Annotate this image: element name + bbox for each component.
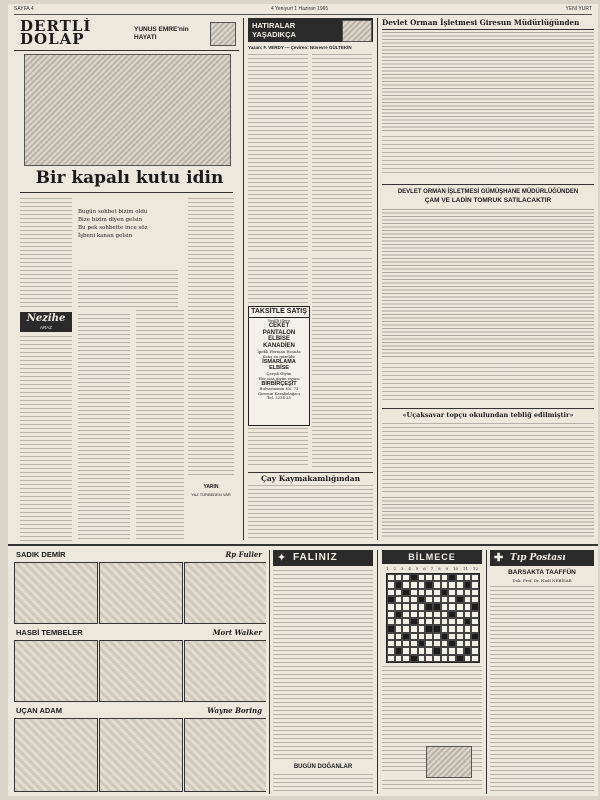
column-divider-4: [377, 550, 378, 794]
crossword-cell: [425, 640, 433, 647]
crossword-cell: [410, 589, 418, 596]
col-number: 3: [400, 566, 404, 571]
crossword-cell: [464, 596, 472, 603]
crossword-black-cell: [425, 581, 433, 588]
crossword-cell: [464, 589, 472, 596]
crossword-cell: [441, 618, 449, 625]
nezihe-box: [20, 312, 72, 332]
taksitle-line-6: İpekli Herman Hosnâz: [257, 349, 301, 354]
col-number: 5: [415, 566, 419, 571]
crossword-cell: [471, 625, 479, 632]
crossword-cell: [410, 647, 418, 654]
crossword-cell: [387, 655, 395, 662]
poem-line-2: Bize bizim diyen gelsin: [78, 217, 143, 223]
gumushane-title: DEVLET ORMAN İŞLETMESİ GÜMÜŞHANE MÜDÜRLÜĞÜNDEN: [397, 189, 579, 195]
crossword-black-cell: [418, 596, 426, 603]
column-divider-2: [377, 18, 378, 540]
fold-rule: [8, 544, 598, 546]
crossword-cell: [402, 655, 410, 662]
col-number: 12: [472, 566, 478, 571]
strip-2-panel-2: [99, 640, 183, 702]
crossword-cell: [464, 625, 472, 632]
page-header: [14, 6, 592, 15]
gumushane-notice: [382, 184, 594, 403]
crossword-cell: [433, 640, 441, 647]
tip-masthead: [490, 550, 594, 566]
crossword-black-cell: [425, 603, 433, 610]
crossword-cell: [410, 625, 418, 632]
hatiralar-byline: Yazan: F. VERDY — Çeviren: Nüvevre GÜLTEKİN: [248, 45, 352, 50]
bilmece-footer: [382, 780, 482, 792]
crossword-black-cell: [448, 611, 456, 618]
taksitle-line-8: İSMARLAMA: [262, 359, 296, 365]
crossword-cell: [387, 611, 395, 618]
crossword-cell: [464, 603, 472, 610]
crossword-cell: [395, 640, 403, 647]
comic-strip-1-title: SADIK DEMİR: [16, 550, 66, 559]
crossword-cell: [464, 633, 472, 640]
crossword-cell: [402, 625, 410, 632]
crossword-black-cell: [410, 655, 418, 662]
hatiralar-title: HATIRALAR YAŞADIKÇA: [252, 21, 296, 39]
crossword-cell: [395, 589, 403, 596]
crossword-cell: [441, 603, 449, 610]
comics-section: [14, 550, 266, 794]
taksitle-line-2: CEKET: [268, 323, 290, 329]
crossword-cell: [464, 574, 472, 581]
crossword-cell: [448, 618, 456, 625]
crossword-cell: [471, 581, 479, 588]
crossword-cell: [433, 618, 441, 625]
crossword-cell: [441, 647, 449, 654]
column-divider-3: [269, 550, 270, 794]
page-label: SAYFA 4: [14, 6, 34, 12]
crossword-black-cell: [448, 640, 456, 647]
crossword-cell: [456, 574, 464, 581]
cay-body: [248, 485, 373, 539]
crossword-cell: [425, 611, 433, 618]
bilmece-masthead: [382, 550, 482, 564]
crossword-cell: [471, 655, 479, 662]
crossword-black-cell: [418, 640, 426, 647]
taksitle-line-1: Yeşilli illere: [267, 318, 291, 323]
ucaksavar-body: [382, 423, 594, 493]
hatiralar-col-2c: [312, 382, 372, 467]
crossword-cell: [387, 589, 395, 596]
col-number: 9: [445, 566, 449, 571]
col-number: 2: [393, 566, 396, 571]
crossword-black-cell: [395, 581, 403, 588]
taksitle-line-9: ELBİSE: [269, 365, 289, 371]
strip-3-panel-2: [99, 718, 183, 792]
column-divider-5: [486, 550, 487, 794]
crossword-cell: [395, 603, 403, 610]
hatiralar-section: [248, 18, 373, 540]
crossword-cell: [456, 640, 464, 647]
crossword-cell: [402, 581, 410, 588]
crossword-cell: [402, 603, 410, 610]
bilmece-section: [382, 550, 482, 794]
crossword-cell: [441, 581, 449, 588]
hatiralar-col-2: [312, 54, 372, 254]
crossword-black-cell: [433, 625, 441, 632]
crossword-cell: [395, 633, 403, 640]
crossword-black-cell: [433, 647, 441, 654]
crossword-black-cell: [410, 574, 418, 581]
crossword-cell: [402, 574, 410, 581]
crossword-cell: [448, 596, 456, 603]
poem-line-3: Bu pek sohbette ince söz: [78, 225, 148, 231]
dervish-gathering-illustration: [24, 54, 231, 166]
article-col-3: [136, 310, 184, 541]
crossword-cell: [456, 589, 464, 596]
crossword-black-cell: [425, 625, 433, 632]
comic-strip-2-artist: Mort Walker: [212, 628, 262, 637]
crossword-black-cell: [471, 603, 479, 610]
giresun-notice: [382, 18, 594, 178]
taksitle-line-5: KANADİEN: [263, 342, 295, 349]
crossword-cell: [418, 647, 426, 654]
cay-title: Çay Kaymakamlığından: [260, 474, 361, 483]
crossword-cell: [448, 589, 456, 596]
hatiralar-portrait: [342, 20, 372, 42]
crossword-cell: [448, 633, 456, 640]
crossword-cell: [448, 603, 456, 610]
crossword-cell: [410, 603, 418, 610]
crossword-cell: [425, 618, 433, 625]
bilmece-col-numbers: [386, 566, 478, 572]
strip-3-panel-3: [184, 718, 266, 792]
crossword-cell: [433, 589, 441, 596]
cay-notice: [248, 472, 373, 541]
crossword-black-cell: [464, 618, 472, 625]
col-number: 4: [408, 566, 411, 571]
crossword-cell: [387, 603, 395, 610]
crossword-black-cell: [456, 596, 464, 603]
crossword-cell: [464, 655, 472, 662]
crossword-cell: [456, 581, 464, 588]
crossword-cell: [418, 589, 426, 596]
taksitle-line-15: Tel. 2234 25: [267, 395, 291, 401]
col-number: 1: [386, 566, 389, 571]
crossword-grid: [386, 573, 480, 663]
crossword-cell: [441, 596, 449, 603]
crossword-cell: [448, 647, 456, 654]
taksitle-ad: [248, 306, 310, 426]
sign-off: YARIN: [203, 484, 219, 490]
gumushane-body: [382, 363, 594, 401]
article-col-1b: [20, 336, 72, 541]
crossword-cell: [418, 611, 426, 618]
tip-title: Tıp Postası: [510, 553, 566, 563]
crossword-cell: [471, 611, 479, 618]
column-divider-1: [243, 18, 244, 540]
gumushane-subtitle: ÇAM VE LADİN TOMRUK SATILACAKTIR: [424, 197, 552, 204]
crossword-cell: [395, 655, 403, 662]
crossword-cell: [387, 574, 395, 581]
hatiralar-col-2b: [312, 258, 372, 378]
crossword-cell: [418, 618, 426, 625]
ucaksavar-table: [382, 497, 594, 539]
crossword-cell: [433, 596, 441, 603]
crossword-cell: [471, 589, 479, 596]
crossword-cell: [456, 647, 464, 654]
col-number: 11: [462, 566, 469, 571]
giresun-table: [382, 32, 594, 132]
taksitle-line-14: Giresun Karakolağacı: [258, 390, 300, 396]
crossword-cell: [410, 581, 418, 588]
crossword-cell: [441, 574, 449, 581]
crossword-black-cell: [410, 618, 418, 625]
crossword-black-cell: [387, 625, 395, 632]
poem-block: [78, 208, 178, 268]
taksitle-line-11: Her cins giyim eşyası: [258, 376, 300, 381]
crossword-cell: [441, 611, 449, 618]
crossword-cell: [456, 633, 464, 640]
crossword-cell: [471, 596, 479, 603]
crossword-cell: [418, 574, 426, 581]
crossword-cell: [395, 618, 403, 625]
crossword-black-cell: [441, 589, 449, 596]
crossword-black-cell: [464, 647, 472, 654]
nezihe-label: Nezihe: [26, 313, 66, 324]
hatiralar-col-1b: [248, 258, 308, 303]
gumushane-table: [382, 209, 594, 359]
crossword-cell: [395, 574, 403, 581]
crossword-cell: [448, 655, 456, 662]
crossword-cell: [471, 618, 479, 625]
comic-strip-3-artist: Wayne Boring: [207, 706, 262, 715]
crossword-cell: [410, 640, 418, 647]
taksitle-line-10: Çarşıb Giyim: [266, 371, 292, 376]
tip-byline: Dok. Prof. Dr. Nadi NEBİSAR: [512, 578, 572, 583]
tip-postasi-section: [490, 550, 594, 794]
crossword-cell: [395, 596, 403, 603]
crossword-cell: [418, 655, 426, 662]
sign-off-2: YAZ TÜRBEDEN VAR: [191, 492, 231, 497]
crossword-black-cell: [471, 633, 479, 640]
crossword-cell: [441, 625, 449, 632]
faliniz-star-icon: ✦: [277, 551, 287, 564]
dertli-dolap-title: DERTLİ DOLAP: [20, 18, 92, 48]
poem-line-4: İşbeni kanan gelsin: [78, 233, 133, 239]
crossword-cell: [418, 581, 426, 588]
crossword-cell: [395, 625, 403, 632]
hatiralar-col-1: [248, 54, 308, 254]
tip-body: [490, 586, 594, 792]
dertli-dolap-masthead: [14, 18, 239, 51]
crossword-cell: [471, 647, 479, 654]
poem-line-1: Bugün sohbet bizim oldu: [78, 209, 148, 215]
dertli-dolap-headline: Bir kapalı kutu idin: [35, 168, 224, 188]
crossword-cell: [425, 655, 433, 662]
strip-3-panel-1: [14, 718, 98, 792]
crossword-cell: [425, 574, 433, 581]
col-number: 6: [423, 566, 426, 571]
article-col-1: [20, 198, 72, 308]
crossword-cell: [410, 596, 418, 603]
strip-1-panel-3: [184, 562, 266, 624]
strip-1-panel-1: [14, 562, 98, 624]
crossword-cell: [402, 611, 410, 618]
crossword-cell: [418, 633, 426, 640]
bilmece-answer-grid: [426, 746, 472, 778]
col-number: 10: [452, 566, 459, 571]
crossword-cell: [441, 655, 449, 662]
crossword-cell: [418, 625, 426, 632]
crossword-cell: [448, 625, 456, 632]
crossword-black-cell: [464, 581, 472, 588]
crossword-black-cell: [433, 603, 441, 610]
medical-cross-icon: ✚: [494, 551, 504, 564]
crossword-cell: [402, 640, 410, 647]
col-number: 7: [430, 566, 434, 571]
crossword-cell: [387, 633, 395, 640]
crossword-cell: [433, 655, 441, 662]
comic-strip-2-title: HASBİ TEMBELER: [16, 628, 83, 637]
newspaper-page: [8, 4, 598, 796]
giresun-title: Devlet Orman İşletmesi Giresun Müdürlüğünden: [382, 18, 580, 27]
crossword-cell: [402, 647, 410, 654]
crossword-cell: [471, 574, 479, 581]
crossword-cell: [448, 581, 456, 588]
crossword-black-cell: [402, 633, 410, 640]
bugun-doganlar-body: [273, 774, 373, 792]
crossword-cell: [425, 589, 433, 596]
crossword-cell: [433, 611, 441, 618]
crossword-black-cell: [456, 655, 464, 662]
strip-1-panel-2: [99, 562, 183, 624]
taksitle-line-12: BİRBİRÇEŞİT: [261, 381, 297, 387]
article-col-4: [188, 198, 234, 478]
crossword-cell: [387, 581, 395, 588]
crossword-cell: [456, 611, 464, 618]
crossword-cell: [418, 603, 426, 610]
nezihe-sub: ARAZ: [39, 325, 52, 330]
crossword-cell: [387, 640, 395, 647]
giresun-rule: [382, 29, 594, 30]
crossword-cell: [456, 603, 464, 610]
crossword-cell: [464, 640, 472, 647]
crossword-cell: [433, 633, 441, 640]
date-line: 4 Yeniyurt 1 Haziran 1965: [270, 6, 329, 12]
crossword-cell: [402, 596, 410, 603]
faliniz-section: [273, 550, 373, 794]
faliniz-footer: BUGÜN DOĞANLAR: [293, 764, 353, 770]
taksitle-line-13: Bulvarmanın No. 73: [259, 386, 299, 391]
crossword-cell: [425, 596, 433, 603]
crossword-black-cell: [448, 574, 456, 581]
headline-rule: [20, 192, 233, 193]
paper-name: YENİ YURT: [565, 6, 592, 12]
hatiralar-masthead: [248, 18, 373, 42]
crossword-cell: [410, 611, 418, 618]
strip-2-panel-1: [14, 640, 98, 702]
crossword-cell: [456, 618, 464, 625]
article-col-2-top: [78, 270, 178, 308]
crossword-black-cell: [441, 633, 449, 640]
bilmece-title: BİLMECE: [408, 552, 456, 562]
taksitle-title: TAKSİTLE SATIŞ: [249, 307, 309, 318]
crossword-cell: [387, 647, 395, 654]
crossword-black-cell: [387, 596, 395, 603]
crossword-black-cell: [395, 647, 403, 654]
crossword-black-cell: [402, 589, 410, 596]
crossword-cell: [456, 625, 464, 632]
faliniz-title: FALINIZ: [293, 552, 338, 563]
masthead-ornament-icon: [210, 22, 236, 46]
col-number: 8: [438, 566, 441, 571]
crossword-cell: [433, 574, 441, 581]
article-col-2: [78, 314, 130, 541]
taksitle-line-4: ELBİSE: [268, 336, 290, 342]
strip-2-panel-3: [184, 640, 266, 702]
crossword-cell: [425, 647, 433, 654]
comic-strip-1-artist: Rp Fuller: [225, 550, 262, 559]
dertli-dolap-subtitle: YUNUS EMRE'nin HAYATI: [134, 26, 189, 41]
crossword-cell: [433, 581, 441, 588]
faliniz-body: [273, 570, 373, 760]
tip-subtitle: BARSAKTA TAAFFÜN: [508, 569, 576, 576]
dertli-dolap-section: [14, 18, 239, 543]
taksitle-line-7: Satış en güzeldir: [262, 354, 296, 359]
crossword-cell: [425, 633, 433, 640]
ucaksavar-notice: [382, 408, 594, 541]
crossword-black-cell: [395, 611, 403, 618]
crossword-cell: [387, 618, 395, 625]
hatiralar-col-1c: [248, 428, 308, 468]
comic-strip-3-title: UÇAN ADAM: [16, 706, 62, 715]
crossword-cell: [471, 640, 479, 647]
giresun-body: [382, 136, 594, 176]
ucaksavar-title: «Uçaksavar topçu okulundan tebliğ edilmiştir»: [402, 411, 574, 419]
crossword-cell: [402, 618, 410, 625]
crossword-cell: [464, 611, 472, 618]
crossword-cell: [441, 640, 449, 647]
taksitle-line-3: PANTALON: [262, 329, 296, 336]
crossword-cell: [410, 633, 418, 640]
faliniz-masthead: [273, 550, 373, 566]
